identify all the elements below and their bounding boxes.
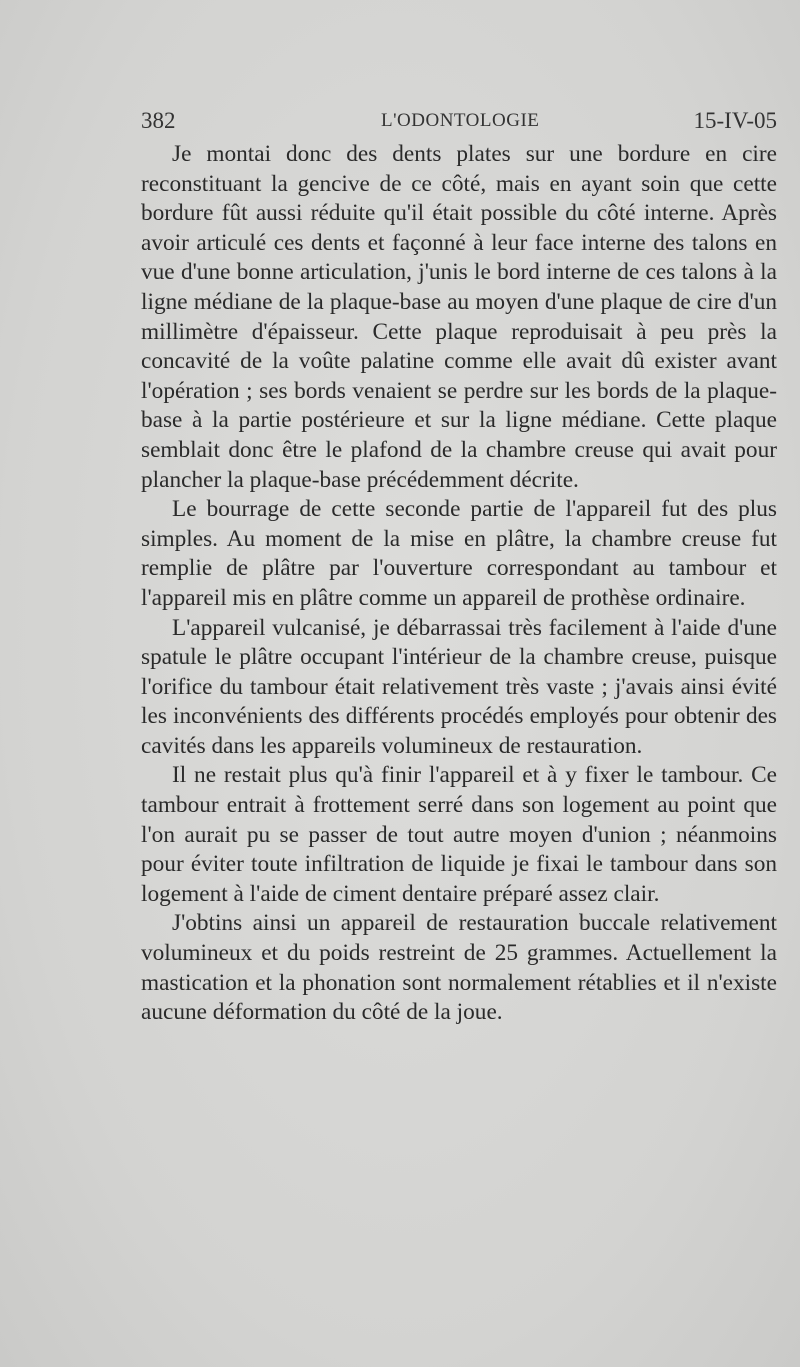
page-number: 382 [141, 108, 176, 133]
paragraph-2: Le bourrage de cette seconde partie de l'appareil fut des plus simples. Au moment de la mise en plâtre, la chambre creuse fut remplie de plâtre par l'ouverture correspondant au tambour et l'appareil mis en plâtre comme un appareil de prothèse ordinaire. [141, 496, 777, 611]
body-text [141, 140, 777, 1028]
paragraph-3: L'appareil vulcanisé, je débarrassai très facilement à l'aide d'une spatule le plâtre occupant l'intérieur de la chambre creuse, puisque l'orifice du tambour était relativement très vaste ; j'avais ainsi évité les inconvénients des différents procédés employés pour obtenir des cavités dans les appareils volumineux de restauration. [141, 614, 777, 759]
paragraph-1: Je montai donc des dents plates sur une bordure en cire reconstituant la gencive de ce côté, mais en ayant soin que cette bordure fût aussi réduite qu'il était possible du côté interne. Après avoir articulé ces dents et façonné à leur face interne des talons en vue d'une bonne articulation, j'unis le bord interne de ces talons à la ligne médiane de la plaque-base au moyen d'une plaque de cire d'un millimètre d'épaisseur. Cette plaque reproduisait à peu près la concavité de la voûte palatine comme elle avait dû exister avant l'opération ; ses bords venaient se perdre sur les bords de la plaque-base à la partie postérieure et sur la ligne médiane. Cette plaque semblait donc être le plafond de la chambre creuse qui avait pour plancher la plaque-base précédemment décrite. [141, 141, 777, 493]
paragraph-4: Il ne restait plus qu'à finir l'appareil et à y fixer le tambour. Ce tambour entrait à frottement serré dans son logement au point que l'on aurait pu se passer de tout autre moyen d'union ; néanmoins pour éviter toute infiltration de liquide je fixai le tambour dans son logement à l'aide de ciment dentaire préparé assez clair. [141, 762, 777, 907]
paragraph-5: J'obtins ainsi un appareil de restauration buccale relativement volumineux et du poids restreint de 25 grammes. Actuellement la mastication et la phonation sont normalement rétablies et il n'existe aucune déformation du côté de la joue. [141, 910, 777, 1026]
page-header [141, 106, 777, 136]
running-title: L'ODONTOLOGIE [381, 110, 540, 131]
issue-date: 15-IV-05 [693, 108, 777, 133]
